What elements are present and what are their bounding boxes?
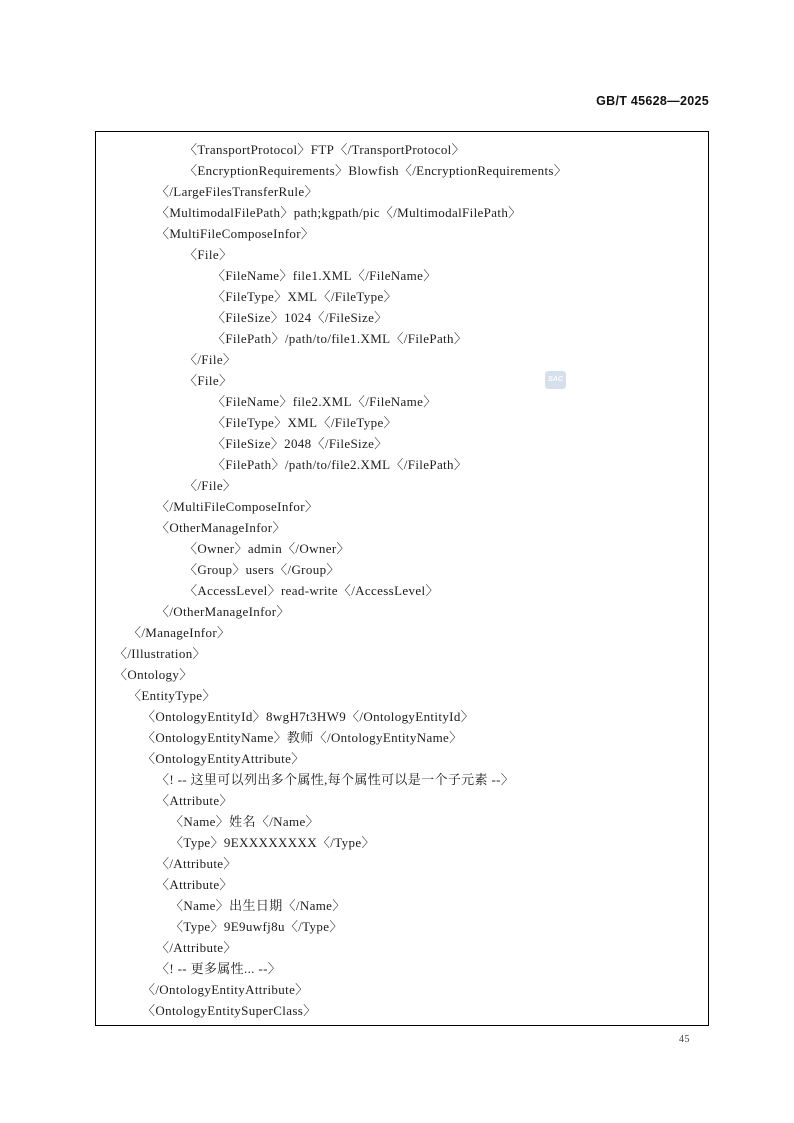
code-line: 〈/OntologyEntityAttribute〉 (142, 982, 309, 997)
code-line: 〈/Attribute〉 (156, 856, 237, 871)
code-line: 〈OntologyEntityName〉教师〈/OntologyEntityName〉 (142, 730, 463, 745)
code-line: 〈/Attribute〉 (156, 940, 237, 955)
code-line: 〈File〉 (184, 373, 233, 388)
page-number: 45 (679, 1034, 690, 1045)
code-line: 〈FileType〉XML〈/FileType〉 (212, 289, 397, 304)
code-line: 〈FileSize〉2048〈/FileSize〉 (212, 436, 388, 451)
code-comment-line: 〈! -- 这里可以列出多个属性,每个属性可以是一个子元素 --〉 (156, 772, 515, 787)
code-line: 〈Group〉users〈/Group〉 (184, 562, 340, 577)
code-line: 〈MultimodalFilePath〉path;kgpath/pic〈/MultimodalFilePath〉 (156, 205, 522, 220)
code-line: 〈EntityType〉 (128, 688, 216, 703)
code-listing (96, 139, 708, 1021)
code-line: 〈File〉 (184, 247, 233, 262)
code-line: 〈FilePath〉/path/to/file2.XML〈/FilePath〉 (212, 457, 468, 472)
standard-code-header: GB/T 45628—2025 (596, 94, 709, 108)
code-line: 〈/MultiFileComposeInfor〉 (156, 499, 319, 514)
code-line: 〈/Illustration〉 (114, 646, 206, 661)
code-line: 〈FileSize〉1024〈/FileSize〉 (212, 310, 388, 325)
code-line: 〈FilePath〉/path/to/file1.XML〈/FilePath〉 (212, 331, 468, 346)
code-line: 〈FileName〉file2.XML〈/FileName〉 (212, 394, 437, 409)
code-line: 〈/OtherManageInfor〉 (156, 604, 290, 619)
code-line: 〈AccessLevel〉read-write〈/AccessLevel〉 (184, 583, 439, 598)
code-line: 〈OntologyEntityId〉8wgH7t3HW9〈/OntologyEntityId〉 (142, 709, 475, 724)
code-line: 〈/ManageInfor〉 (128, 625, 231, 640)
code-line: 〈/File〉 (184, 478, 237, 493)
code-line: 〈FileName〉file1.XML〈/FileName〉 (212, 268, 437, 283)
code-line: 〈TransportProtocol〉FTP〈/TransportProtocol〉 (184, 142, 465, 157)
code-line: 〈Owner〉admin〈/Owner〉 (184, 541, 350, 556)
code-line: 〈FileType〉XML〈/FileType〉 (212, 415, 397, 430)
code-line: 〈MultiFileComposeInfor〉 (156, 226, 315, 241)
code-line: 〈Type〉9EXXXXXXXX〈/Type〉 (170, 835, 375, 850)
code-line: 〈Name〉出生日期〈/Name〉 (170, 898, 346, 913)
code-line: 〈OntologyEntityAttribute〉 (142, 751, 305, 766)
code-line: 〈Ontology〉 (114, 667, 193, 682)
code-line: 〈Type〉9E9uwfj8u〈/Type〉 (170, 919, 343, 934)
code-listing-frame (95, 131, 709, 1026)
code-line: 〈EncryptionRequirements〉Blowfish〈/EncryptionRequirements〉 (184, 163, 568, 178)
code-line: 〈/LargeFilesTransferRule〉 (156, 184, 318, 199)
code-line: 〈OtherManageInfor〉 (156, 520, 286, 535)
sac-watermark-logo: SAC (545, 371, 566, 389)
code-line: 〈OntologyEntitySuperClass〉 (142, 1003, 317, 1018)
code-line: 〈Name〉姓名〈/Name〉 (170, 814, 319, 829)
code-line: 〈/File〉 (184, 352, 237, 367)
code-line: 〈Attribute〉 (156, 793, 233, 808)
code-comment-line: 〈! -- 更多属性... --〉 (156, 961, 282, 976)
code-line: 〈Attribute〉 (156, 877, 233, 892)
